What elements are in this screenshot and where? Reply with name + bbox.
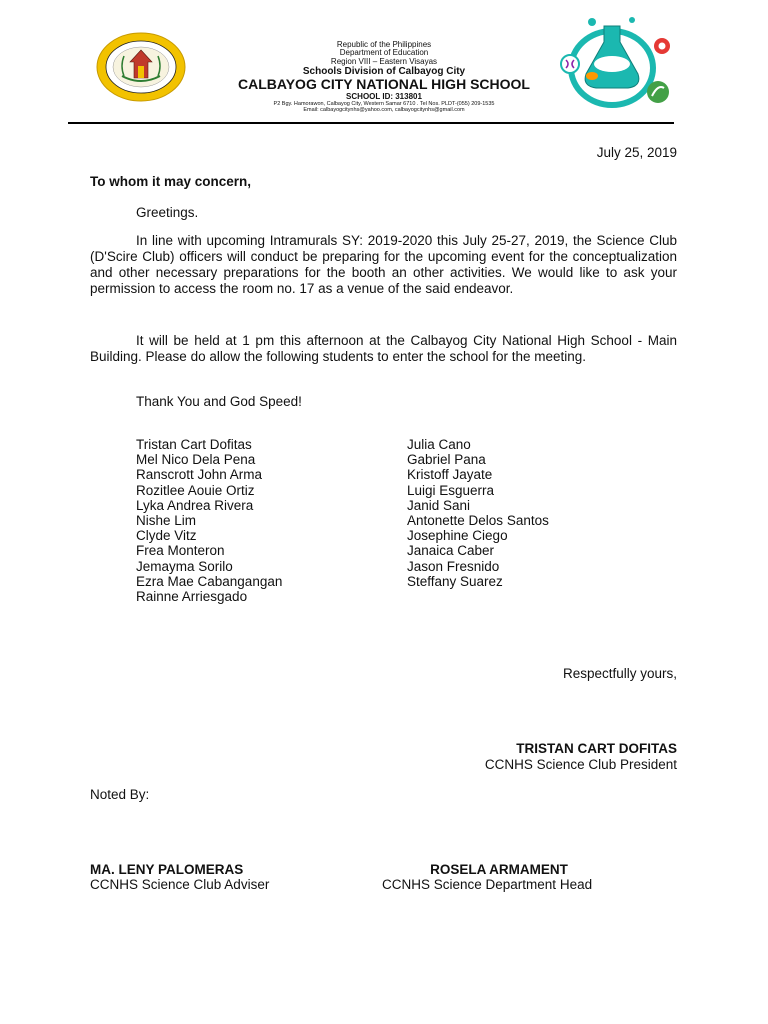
- school-seal-logo: [96, 32, 186, 102]
- student-list-right: [407, 437, 549, 589]
- header-department: Department of Education: [339, 48, 429, 57]
- science-club-logo: [558, 16, 678, 111]
- signatory-title: CCNHS Science Club President: [484, 757, 677, 772]
- header-republic: Republic of the Philippines: [336, 40, 432, 49]
- list-item: Mel Nico Dela Pena: [136, 452, 256, 468]
- letter-closing: Respectfully yours,: [562, 666, 677, 681]
- school-id: SCHOOL ID: 313801: [346, 92, 422, 101]
- list-item: Janaica Caber: [407, 543, 495, 559]
- letter-thanks: Thank You and God Speed!: [136, 394, 302, 409]
- list-item: Ezra Mae Cabangangan: [136, 573, 283, 589]
- list-item: Jemayma Sorilo: [136, 558, 233, 574]
- school-address: P2 Bgy. Hamorawon, Calbayog City, Western Samar 6710 . Tel Nos. PLDT-(055) 209-1535: [273, 101, 495, 107]
- noted-by-label: Noted By:: [90, 787, 150, 802]
- department-head-name: ROSELA ARMAMENT: [430, 862, 568, 877]
- list-item: Rozitlee Aouie Ortiz: [136, 482, 255, 498]
- list-item: Steffany Suarez: [407, 573, 503, 589]
- department-head-title: CCNHS Science Department Head: [382, 877, 593, 892]
- adviser-title: CCNHS Science Club Adviser: [90, 877, 270, 892]
- header-division: Schools Division of Calbayog City: [302, 66, 466, 77]
- letter-paragraph-2: It will be held at 1 pm this afternoon at the Calbayog City National High School - Main Building. Please do allow the following students to enter the school for the meeting.: [90, 333, 677, 364]
- list-item: Janid Sani: [407, 497, 471, 513]
- list-item: Nishe Lim: [136, 513, 197, 529]
- science-club-flask-icon: [558, 16, 678, 111]
- list-item: Luigi Esguerra: [407, 482, 495, 498]
- adviser-name: MA. LENY PALOMERAS: [90, 862, 244, 877]
- list-item: Ranscrott John Arma: [136, 467, 263, 483]
- list-item: Frea Monteron: [136, 543, 225, 559]
- list-item: Jason Fresnido: [407, 558, 500, 574]
- letter-salutation: To whom it may concern,: [90, 174, 252, 189]
- list-item: Gabriel Pana: [407, 452, 486, 468]
- school-email: Email: calbayogcitynhs@yahoo.com, calbayogcitynhs@gmail.com: [303, 107, 465, 113]
- school-name-title: CALBAYOG CITY NATIONAL HIGH SCHOOL: [238, 76, 530, 92]
- list-item: Lyka Andrea Rivera: [136, 497, 254, 513]
- list-item: Clyde Vitz: [136, 528, 197, 544]
- letter-paragraph-1: In line with upcoming Intramurals SY: 2019-2020 this July 25-27, 2019, the Science Club (D'Scire Club) officers will conduct be preparing for the upcoming event for the conceptualization and other necessary preparations for the booth an other activities. We would like to ask your permission to access the room no. 17 as a venue of the said endeavor.: [90, 233, 677, 296]
- list-item: Rainne Arriesgado: [136, 589, 248, 605]
- list-item: Kristoff Jayate: [407, 467, 493, 483]
- list-item: Julia Cano: [407, 437, 471, 452]
- header-divider: [68, 122, 674, 124]
- list-item: Antonette Delos Santos: [407, 513, 549, 529]
- list-item: Tristan Cart Dofitas: [136, 437, 252, 452]
- signatory-name: TRISTAN CART DOFITAS: [516, 741, 677, 756]
- letter-greeting: Greetings.: [136, 205, 199, 220]
- letter-date: July 25, 2019: [596, 145, 677, 160]
- header-region: Region VIII – Eastern Visayas: [330, 57, 438, 66]
- list-item: Josephine Ciego: [407, 528, 508, 544]
- student-list-left: [136, 437, 282, 604]
- school-seal-icon: [96, 32, 186, 102]
